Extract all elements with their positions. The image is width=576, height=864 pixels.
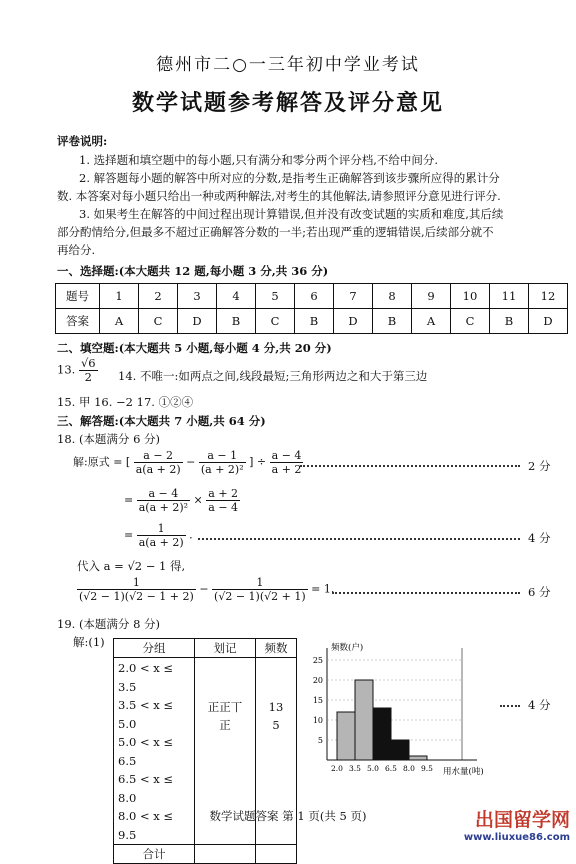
question-number: 11	[490, 284, 529, 309]
answer-table	[55, 283, 568, 334]
group-label: 8.0 < x ≤ 9.5	[118, 809, 174, 842]
notes-heading: 评卷说明:	[57, 134, 108, 148]
answer-cell: D	[334, 309, 373, 334]
empty-cell	[195, 845, 256, 864]
tally-mark: 正正丅	[207, 700, 243, 714]
q18-line-2	[124, 487, 240, 514]
equals-sign: =	[124, 528, 134, 542]
count-value: 5	[272, 718, 280, 732]
table-row	[56, 284, 568, 309]
table-row	[56, 309, 568, 334]
answer-13	[57, 357, 98, 384]
dotted-leader	[332, 592, 520, 594]
watermark-title: 出国留学网	[474, 809, 570, 831]
answer-cell: B	[217, 309, 256, 334]
numerator: a − 4	[137, 487, 190, 501]
question-number: 4	[217, 284, 256, 309]
note-2a: 2. 解答题每小题的解答中所对应的分数,是指考生正确解答到该步骤所应得的累计分	[79, 171, 500, 185]
group-label: 3.5 < x ≤ 5.0	[118, 698, 174, 731]
total-label: 合计	[114, 845, 195, 864]
page-footer: 数学试题答案 第 1 页(共 5 页)	[209, 809, 367, 823]
answer-cell: A	[100, 309, 139, 334]
histogram-bar	[391, 740, 409, 760]
denominator: a(a + 2)	[138, 536, 184, 549]
score-6: 6 分	[528, 585, 551, 599]
score-4b: 4 分	[528, 698, 551, 712]
q18-line-1	[73, 449, 303, 476]
histogram-bar	[337, 712, 355, 760]
fraction	[206, 487, 240, 514]
table-row	[114, 639, 297, 658]
answer-cell: B	[373, 309, 412, 334]
dotted-leader	[300, 465, 520, 467]
answer-cell: B	[490, 309, 529, 334]
column-header: 分组	[114, 639, 195, 658]
q13-fraction	[79, 357, 98, 384]
q18-prefix: 解:原式 = [	[73, 455, 131, 469]
document-subtitle: 数学试题参考解答及评分意见	[131, 90, 444, 116]
question-number: 7	[334, 284, 373, 309]
denominator: a + 2	[271, 463, 302, 476]
histogram-bar	[355, 680, 373, 760]
dotted-leader	[500, 705, 520, 707]
note-3c: 再给分.	[57, 243, 96, 257]
watermark	[464, 805, 570, 843]
fraction	[137, 487, 190, 514]
table-row	[114, 845, 297, 864]
note-2b: 数. 本答案对每小题只给出一种或两种解法,对考生的其他解法,请参照评分意见进行评分.	[57, 189, 501, 203]
y-axis-label: 频数(户)	[331, 643, 364, 653]
denominator: (a + 2)²	[200, 463, 244, 476]
y-tick-label: 5	[317, 736, 323, 745]
answer-cell: C	[256, 309, 295, 334]
document-title: 德州市二○一三年初中学业考试	[156, 55, 420, 75]
dotted-leader	[198, 538, 520, 540]
denominator: a(a + 2)²	[138, 501, 189, 514]
numerator: a + 2	[208, 487, 239, 500]
x-tick-label: 8.0	[403, 764, 415, 773]
histogram-bar	[373, 708, 391, 760]
numerator: a − 1	[199, 449, 246, 463]
fraction	[199, 449, 246, 476]
column-header: 频数	[256, 639, 297, 658]
x-tick-label: 6.5	[385, 764, 397, 773]
note-3a: 3. 如果考生在解答的中间过程出现计算错误,但并没有改变试题的实质和难度,其后续	[79, 207, 504, 221]
score-2: 2 分	[528, 459, 551, 473]
numerator: 1	[137, 522, 186, 536]
question-number: 5	[256, 284, 295, 309]
answer-cell: A	[412, 309, 451, 334]
question-number: 12	[529, 284, 568, 309]
answer-14: 14. 不唯一:如两点之间,线段最短;三角形两边之和大于第三边	[118, 369, 428, 383]
x-tick-label: 9.5	[421, 764, 433, 773]
result: = 1.	[311, 582, 335, 596]
question-number: 1	[100, 284, 139, 309]
minus-sign: −	[199, 582, 209, 596]
fraction	[212, 576, 308, 603]
denominator: a(a + 2)	[135, 463, 181, 476]
group-label: 6.5 < x ≤ 8.0	[118, 772, 174, 805]
denominator: (√2 − 1)(√2 + 1)	[214, 590, 306, 603]
denominator: a − 4	[208, 501, 239, 514]
answer-cell: D	[529, 309, 568, 334]
fraction	[77, 576, 196, 603]
numerator: 1	[212, 576, 308, 590]
times-sign: ×	[193, 493, 203, 507]
watermark-url: www.liuxue86.com	[463, 832, 570, 843]
q18-line-3	[124, 522, 193, 549]
section-3-heading: 三、解答题:(本大题共 7 小题,共 64 分)	[57, 414, 266, 428]
numerator: a − 2	[134, 449, 183, 463]
numerator: a − 4	[271, 449, 302, 462]
question-number: 9	[412, 284, 451, 309]
answers-15-17: 15. 甲 16. −2 17. ①②④	[57, 395, 194, 409]
column-header: 划记	[195, 639, 256, 658]
count-value: 13	[268, 700, 284, 714]
denominator: (√2 − 1)(√2 − 1 + 2)	[79, 590, 194, 603]
minus-sign: −	[186, 455, 196, 469]
question-number: 3	[178, 284, 217, 309]
x-tick-label: 3.5	[349, 764, 361, 773]
substitution-text: 代入 a = √2 − 1 得,	[77, 559, 186, 573]
x-tick-label: 5.0	[367, 764, 379, 773]
row-label: 题号	[56, 284, 100, 309]
numerator: 1	[77, 576, 196, 590]
empty-cell	[256, 845, 297, 864]
q18-heading: 18. (本题满分 6 分)	[57, 432, 161, 446]
period: .	[189, 528, 193, 542]
q13-denominator: 2	[84, 370, 92, 384]
question-number: 6	[295, 284, 334, 309]
fraction	[270, 449, 304, 476]
section-2-heading: 二、填空题:(本大题共 5 小题,每小题 4 分,共 20 分)	[57, 341, 332, 355]
y-tick-label: 10	[312, 716, 323, 725]
row-label: 答案	[56, 309, 100, 334]
group-label: 5.0 < x ≤ 6.5	[118, 735, 174, 768]
q19-solution-label: 解:(1)	[73, 635, 105, 649]
answer-cell: C	[451, 309, 490, 334]
x-tick-label: 2.0	[331, 764, 343, 773]
question-number: 10	[451, 284, 490, 309]
frequency-table	[113, 638, 297, 864]
q13-numerator: √6	[80, 356, 96, 370]
answer-cell: C	[139, 309, 178, 334]
section-1-heading: 一、选择题:(本大题共 12 题,每小题 3 分,共 36 分)	[57, 264, 329, 278]
equals-sign: =	[124, 493, 134, 507]
histogram-bar	[409, 756, 427, 760]
y-tick-label: 15	[312, 696, 323, 705]
y-tick-label: 20	[312, 676, 323, 685]
division-sign: ] ÷	[249, 455, 267, 469]
y-tick-label: 25	[312, 656, 323, 665]
question-number: 8	[373, 284, 412, 309]
group-label: 2.0 < x ≤ 3.5	[118, 661, 174, 694]
answer-cell: B	[295, 309, 334, 334]
question-number: 2	[139, 284, 178, 309]
q19-heading: 19. (本题满分 8 分)	[57, 617, 161, 631]
q13-number: 13.	[57, 362, 76, 377]
note-1: 1. 选择题和填空题中的每小题,只有满分和零分两个评分档,不给中间分.	[79, 153, 439, 167]
note-3b: 部分酌情给分,但最多不超过正确解答分数的一半;若出现严重的逻辑错误,后续部分就不	[57, 225, 494, 239]
x-axis-label: 用水量(吨)	[443, 767, 484, 777]
score-4: 4 分	[528, 531, 551, 545]
fraction	[134, 449, 183, 476]
tally-mark: 正	[219, 718, 231, 732]
answer-cell: D	[178, 309, 217, 334]
histogram-chart	[295, 638, 500, 780]
fraction	[137, 522, 186, 549]
q18-line-4	[77, 576, 334, 603]
